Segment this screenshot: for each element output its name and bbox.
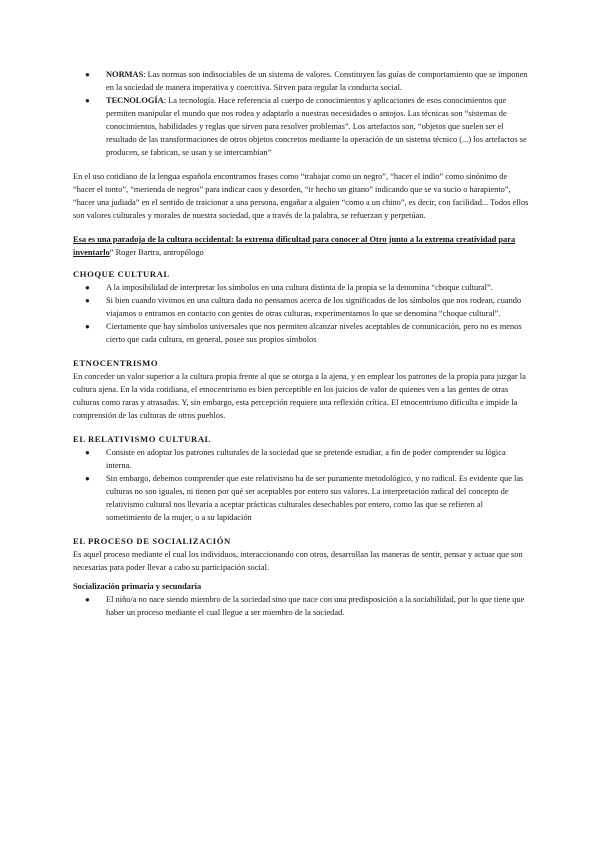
bullet-icon: ● <box>85 70 90 79</box>
list-item-text: Ciertamente que hay símbolos universales que nos permiten alcanzar niveles aceptables de comunicación, pero no es menos cierto que cada cultura, en general, posee sus propios símbolos <box>106 322 522 344</box>
heading-socializacion: EL PROCESO DE SOCIALIZACIÓN <box>73 536 231 546</box>
intro-list <box>73 68 530 159</box>
list-item-normas <box>73 68 530 94</box>
socializacion-list <box>73 593 530 619</box>
term-normas: NORMAS <box>106 70 144 79</box>
quote-bold: Esa es una paradoja de la cultura occidental: la extrema dificultad para conocer al Otro junto a la extrema creatividad para inventarlo <box>73 235 516 257</box>
list-item <box>73 593 530 619</box>
list-item-tecnologia <box>73 94 530 159</box>
list-item-text: El niño/a no nace siendo miembro de la sociedad sino que nace con una predisposición a la sociabilidad, por lo que tiene que haber un proceso mediante el cual llegue a ser miembro de la sociedad. <box>106 595 525 617</box>
bullet-icon: ● <box>85 595 90 604</box>
text-normas: : Las normas son indisociables de un sistema de valores. Constituyen las guías de comportamiento que se imponen en la sociedad de manera imperativa y coercitiva. Sirven para regular la conducta social. <box>106 70 528 92</box>
heading-etnocentrismo: ETNOCENTRISMO <box>73 358 159 368</box>
quote-paragraph <box>73 233 530 259</box>
relativismo-list <box>73 446 530 524</box>
paragraph-lengua: En el uso cotidiano de la lengua española encontramos frases como “trabajar como un negro”, “hacer el indio” como sinónimo de “hacer el tonto”, “merienda de negros” para indicar caos y desorden, “ir hecho un gitano” indicando que se va sucio o harapiento”, “hacer una judiada” en el sentido de traicionar a una persona, engañar a alguien “como a un chino”, es decir, con facilidad... Todos ellos son valores culturales y morales de nuestra sociedad, que a través de la palabra, se refuerzan y perpetúan. <box>73 172 529 220</box>
list-item-text: A la imposibilidad de interpretar los símbolos en una cultura distinta de la propia se la denomina “choque cultural”. <box>106 283 493 292</box>
list-item-text: Sin embargo, debemos comprender que este relativismo ha de ser puramente metodológico, y no radical. Es evidente que las culturas no son iguales, ni tienen por qué ser aceptables por entero sus valores. La interpretación radical del concepto de relativismo cultural nos llevaría a aceptar prácticas culturales desechables por entero, como las que se refieren al sometimiento de la mujer, o a su lapidación <box>106 474 524 522</box>
bullet-icon: ● <box>85 96 90 105</box>
subheading-socializacion: Socialización primaria y secundaria <box>73 582 202 591</box>
bullet-icon: ● <box>85 448 90 457</box>
term-tecnologia: TECNOLOGÍA <box>106 96 164 105</box>
heading-choque-cultural: CHOQUE CULTURAL <box>73 269 170 279</box>
list-item <box>73 294 530 320</box>
list-item-text: Consiste en adoptar los patrones culturales de la sociedad que se pretende estudiar, a fin de poder comprender su lógica interna. <box>106 448 506 470</box>
bullet-icon: ● <box>85 474 90 483</box>
heading-relativismo: EL RELATIVISMO CULTURAL <box>73 434 211 444</box>
bullet-icon: ● <box>85 296 90 305</box>
text-tecnologia: : La tecnología. Hace referencia al cuerpo de conocimientos y aplicaciones de esos conocimientos que permiten manipular el mundo que nos rodea y adaptarlo a nuestras necesidades o antojos. Las técnicas son “sistemas de conocimientos, habilidades y reglas que sirven para resolver problemas”. Los artefactos son, “objetos que suelen ser el resultado de las transformaciones de otros objetos concretos mediante la operación de un sistema técnico (...) los artefactos se producen, se fabrican, se usan y se intercambian” <box>106 96 527 157</box>
bullet-icon: ● <box>85 283 90 292</box>
quote-attribution: ” Roger Bartra, antropólogo <box>109 248 204 257</box>
paragraph-socializacion: Es aquel proceso mediante el cual los individuos, interaccionando con otros, desarrollan las maneras de sentir, pensar y actuar que son necesarias para poder llevar a cabo su participación social. <box>73 550 523 572</box>
paragraph-etnocentrismo: En conceder un valor superior a la cultura propia frente al que se otorga a la ajena, y en emplear los patrones de la propia para juzgar la cultura ajena. En la vida cotidiana, el etnocentrismo es bien perceptible en los juicios de valor de quienes ven a las gentes de otras culturas como raras y atrasadas. Y, sin embargo, esta percepción requiere una reflexión crítica. El etnocentrismo dificulta e impide la comprensión de las culturas de otros pueblos. <box>73 372 526 420</box>
list-item-text: Si bien cuando vivimos en una cultura dada no pensamos acerca de los significados de los símbolos que nos rodean, cuando viajamos o entramos en contacto con gentes de otras culturas, experimentamos lo que se denomina “choque cultural”. <box>106 296 522 318</box>
list-item <box>73 320 530 346</box>
bullet-icon: ● <box>85 322 90 331</box>
list-item <box>73 281 530 294</box>
choque-list <box>73 281 530 346</box>
list-item <box>73 472 530 524</box>
list-item <box>73 446 530 472</box>
